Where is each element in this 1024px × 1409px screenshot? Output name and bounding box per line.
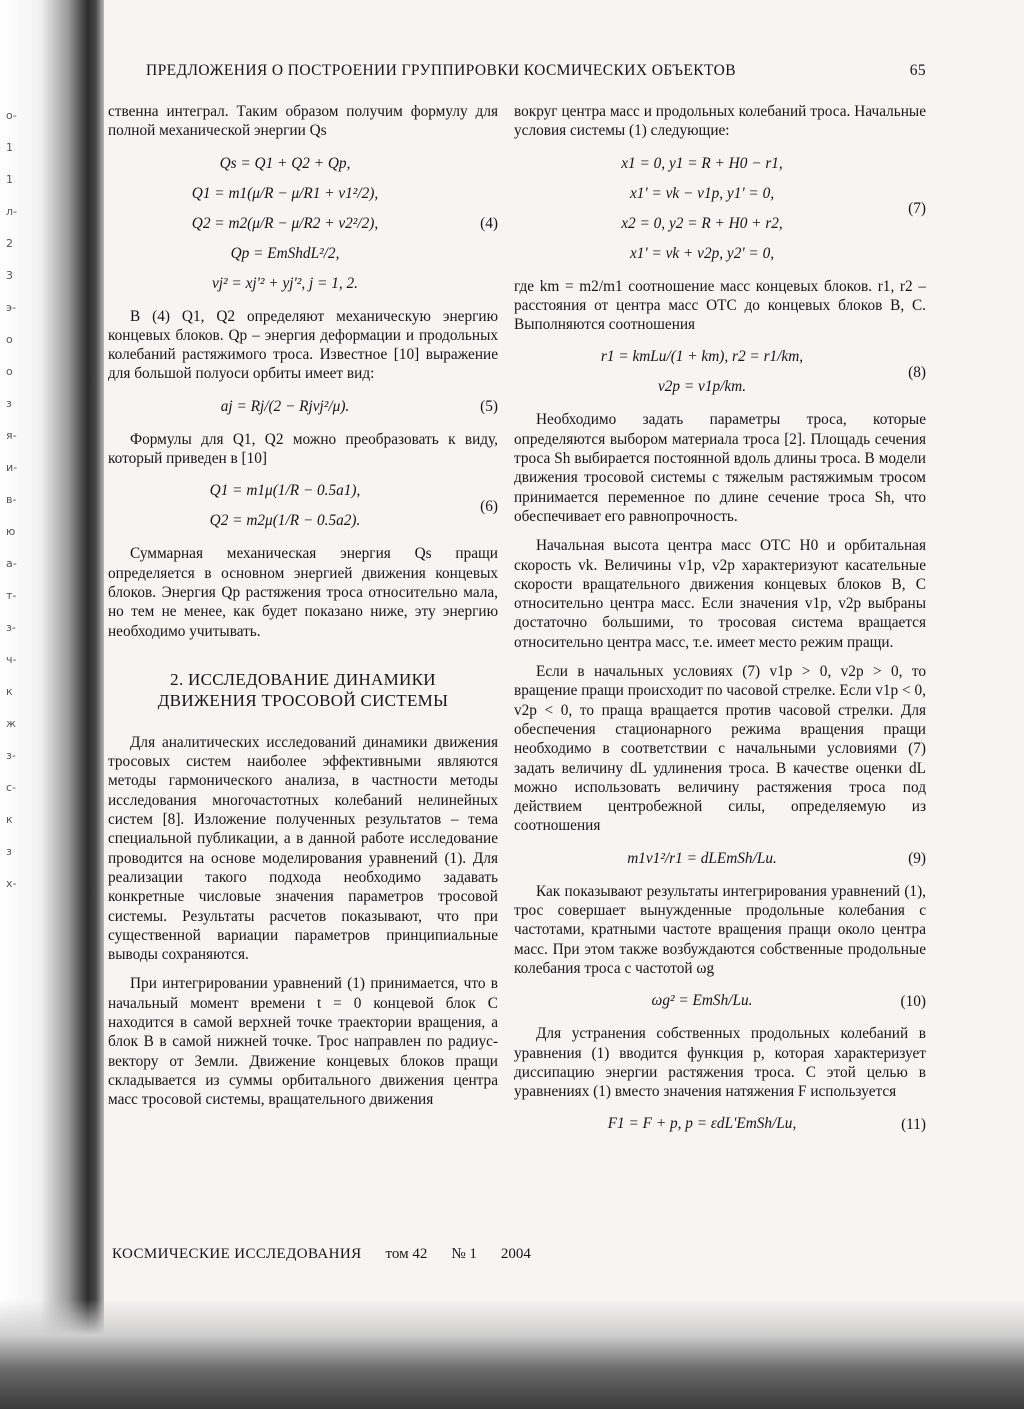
- margin-mark: о: [6, 333, 13, 346]
- equation-9: [514, 844, 926, 874]
- equation-number: (10): [900, 992, 926, 1010]
- equation-10: [514, 986, 926, 1016]
- paragraph: Формулы для Q1, Q2 можно преобразовать к виду, который приведен в [10]: [108, 430, 498, 468]
- margin-mark: я-: [6, 429, 17, 442]
- equation-number: (4): [480, 214, 498, 232]
- equation-line: aj = Rj/(2 − Rjvj²/μ).: [220, 397, 350, 415]
- margin-mark: к: [6, 685, 13, 698]
- margin-mark: з-: [6, 749, 16, 762]
- margin-mark: ч-: [6, 653, 17, 666]
- margin-mark: к: [6, 813, 13, 826]
- paragraph: Необходимо задать параметры троса, которые определяются выбором материала троса [2]. Площадь сечения троса Sh выбирается постоянной вдоль длины троса. В модели движения тросовой системы с тяжелым растяжимым тросом принимается переменное по длине сечение троса Sh, что обеспечивает его равнопрочность.: [514, 411, 926, 525]
- margin-mark: с-: [6, 781, 17, 794]
- paragraph: Для аналитических исследований динамики движения тросовых систем наиболее эффективными являются методы гармонического анализа, в частности методы исследования многочастотных колебаний нелинейных систем [8]. Изложение полученных результатов – тема специальной публикации, а в данной работе исследование проводится на основе моделирования уравнений (1). Для реализации такого подхода необходимо задавать конкретные числовые значения параметров тросовой системы. Результаты расчетов показывают, что при существенной вариации параметров принципиальные выводы сохраняются.: [108, 733, 498, 964]
- journal-issue: № 1: [451, 1246, 477, 1262]
- margin-mark: т-: [6, 589, 17, 602]
- equation-line: Q2 = m2(μ/R − μ/R2 + v2²/2),: [191, 214, 379, 232]
- paragraph: Суммарная механическая энергия Qs пращи определяется в основном энергией движения концевых блоков. Энергия Qp растяжения троса относительно мала, но тем не менее, как будет показано ниже, эту энергию необходимо учитывать.: [108, 545, 498, 640]
- equation-line: x1' = vk − v1p, y1' = 0,: [629, 184, 775, 202]
- equation-line: Qp = EmShdL²/2,: [230, 244, 340, 262]
- paragraph: В (4) Q1, Q2 определяют механическую энергию концевых блоков. Qp – энергия деформации и продольных колебаний растяжимого троса. Известное [10] выражение для большой полуоси орбиты имеет вид:: [108, 307, 498, 383]
- margin-mark: з: [6, 397, 12, 410]
- running-head: [146, 62, 926, 80]
- equation-line: Qs = Q1 + Q2 + Qp,: [219, 154, 351, 172]
- margin-mark: э-: [6, 301, 17, 314]
- section-heading-line: 2. ИССЛЕДОВАНИЕ ДИНАМИКИ: [170, 669, 436, 689]
- margin-mark: ж: [6, 717, 16, 730]
- equation-line: ωg² = EmSh/Lu.: [651, 992, 753, 1010]
- margin-mark: з-: [6, 621, 16, 634]
- section-heading: [108, 669, 498, 711]
- margin-mark: 3: [6, 269, 13, 282]
- paragraph: Для устранения собственных продольных колебаний в уравнения (1) вводится функция p, которая характеризует диссипацию энергии растяжения троса. С этой целью в уравнениях (1) вместо значения натяжения F используется: [514, 1025, 926, 1101]
- page-number: 65: [909, 62, 926, 79]
- paragraph: ственна интеграл. Таким образом получим формулу для полной механической энергии Qs: [108, 103, 498, 140]
- equation-number: (11): [901, 1115, 926, 1133]
- paragraph: вокруг центра масс и продольных колебаний троса. Начальные условия системы (1) следующие:: [514, 103, 926, 140]
- margin-mark: 2: [6, 237, 13, 250]
- paragraph: Если в начальных условиях (7) v1p > 0, v2p > 0, то вращение пращи происходит по часовой стрелке. Если v1p < 0, v2p < 0, то праща вращается против часовой стрелки. Для обеспечения стационарного режима вращения пращи необходимо в соответствии с начальными условиями (7) задать величину dL удлинения троса. В качестве оценки dL можно использовать величину растяжения троса под действием центробежной силы, определяемую из соотношения: [514, 663, 926, 835]
- right-column: [514, 102, 926, 1147]
- margin-mark: о-: [6, 109, 17, 122]
- page-footer: [112, 1246, 531, 1263]
- paragraph: При интегрировании уравнений (1) принимается, что в начальный момент времени t = 0 концевой блок C находится в самой верхней точке траектории вращения, а блок B в самой нижней точке. Трос направлен по радиус-вектору от Земли. Движение концевых блоков пращи складывается из суммы орбитального движения центра масс тросовой системы, вращательного движения: [108, 975, 498, 1109]
- section-heading-line: ДВИЖЕНИЯ ТРОСОВОЙ СИСТЕМЫ: [157, 690, 449, 710]
- margin-mark: о: [6, 365, 13, 378]
- margin-mark: л-: [6, 205, 17, 218]
- equation-line: vj² = xj'² + yj'², j = 1, 2.: [211, 274, 358, 292]
- equation-line: x1 = 0, y1 = R + H0 − r1,: [621, 154, 783, 172]
- equation-11: [514, 1109, 926, 1139]
- margin-mark: ю: [6, 525, 16, 538]
- margin-marks: [6, 100, 36, 900]
- margin-mark: х-: [6, 877, 17, 890]
- paragraph: Как показывают результаты интегрирования уравнений (1), трос совершает вынужденные продольные колебания с частотами, кратными частоте вращения пращи около центра масс. При этом также возбуждаются собственные продольные колебания троса с частотой ωg: [514, 882, 926, 977]
- equation-7: [514, 149, 926, 269]
- margin-mark: 1: [6, 141, 13, 154]
- margin-mark: 1: [6, 173, 13, 186]
- equation-line: Q2 = m2μ(1/R − 0.5a2).: [209, 512, 361, 530]
- equation-line: Q1 = m1μ(1/R − 0.5a1),: [209, 482, 361, 500]
- equation-number: (7): [908, 199, 926, 217]
- margin-mark: з: [6, 845, 12, 858]
- equation-number: (8): [908, 363, 926, 381]
- journal-name: КОСМИЧЕСКИЕ ИССЛЕДОВАНИЯ: [112, 1246, 362, 1262]
- equation-line: F1 = F + p, p = εdL'EmSh/Lu,: [607, 1115, 797, 1133]
- margin-mark: и-: [6, 461, 18, 474]
- header-title: ПРЕДЛОЖЕНИЯ О ПОСТРОЕНИИ ГРУППИРОВКИ КОСМИЧЕСКИХ ОБЪЕКТОВ: [146, 62, 736, 79]
- paragraph: Начальная высота центра масс ОТС H0 и орбитальная скорость vk. Величины v1p, v2p характеризуют касательные скорости вращательного движения концевых блоков B, C относительно центра масс. Если значения v1p, v2p выбраны достаточно большими, то тросовая система вращается относительно центра масс, т.е. имеет место режим пращи.: [514, 537, 926, 651]
- left-column: [108, 102, 498, 1110]
- equation-line: x1' = vk + v2p, y2' = 0,: [629, 244, 775, 262]
- equation-number: (6): [480, 497, 498, 515]
- margin-mark: в-: [6, 493, 17, 506]
- equation-5: [108, 392, 498, 422]
- equation-6: [108, 476, 498, 536]
- equation-line: x2 = 0, y2 = R + H0 + r2,: [621, 214, 783, 232]
- equation-line: v2p = v1p/km.: [657, 378, 747, 396]
- margin-mark: а-: [6, 557, 17, 570]
- journal-volume: том 42: [385, 1246, 428, 1262]
- equation-number: (5): [480, 398, 498, 416]
- equation-line: r1 = kmLu/(1 + km), r2 = r1/km,: [600, 348, 804, 366]
- equation-4: [108, 149, 498, 299]
- equation-8: [514, 342, 926, 402]
- journal-year: 2004: [500, 1246, 531, 1262]
- equation-line: m1v1²/r1 = dLEmSh/Lu.: [627, 849, 777, 867]
- equation-line: Q1 = m1(μ/R − μ/R1 + v1²/2),: [191, 184, 379, 202]
- equation-number: (9): [908, 850, 926, 868]
- scan-bottom-shadow: [0, 1299, 1024, 1409]
- paragraph: где km = m2/m1 соотношение масс концевых блоков. r1, r2 – расстояния от центра масс ОТС до концевых блоков B, C. Выполняются соотношения: [514, 277, 926, 334]
